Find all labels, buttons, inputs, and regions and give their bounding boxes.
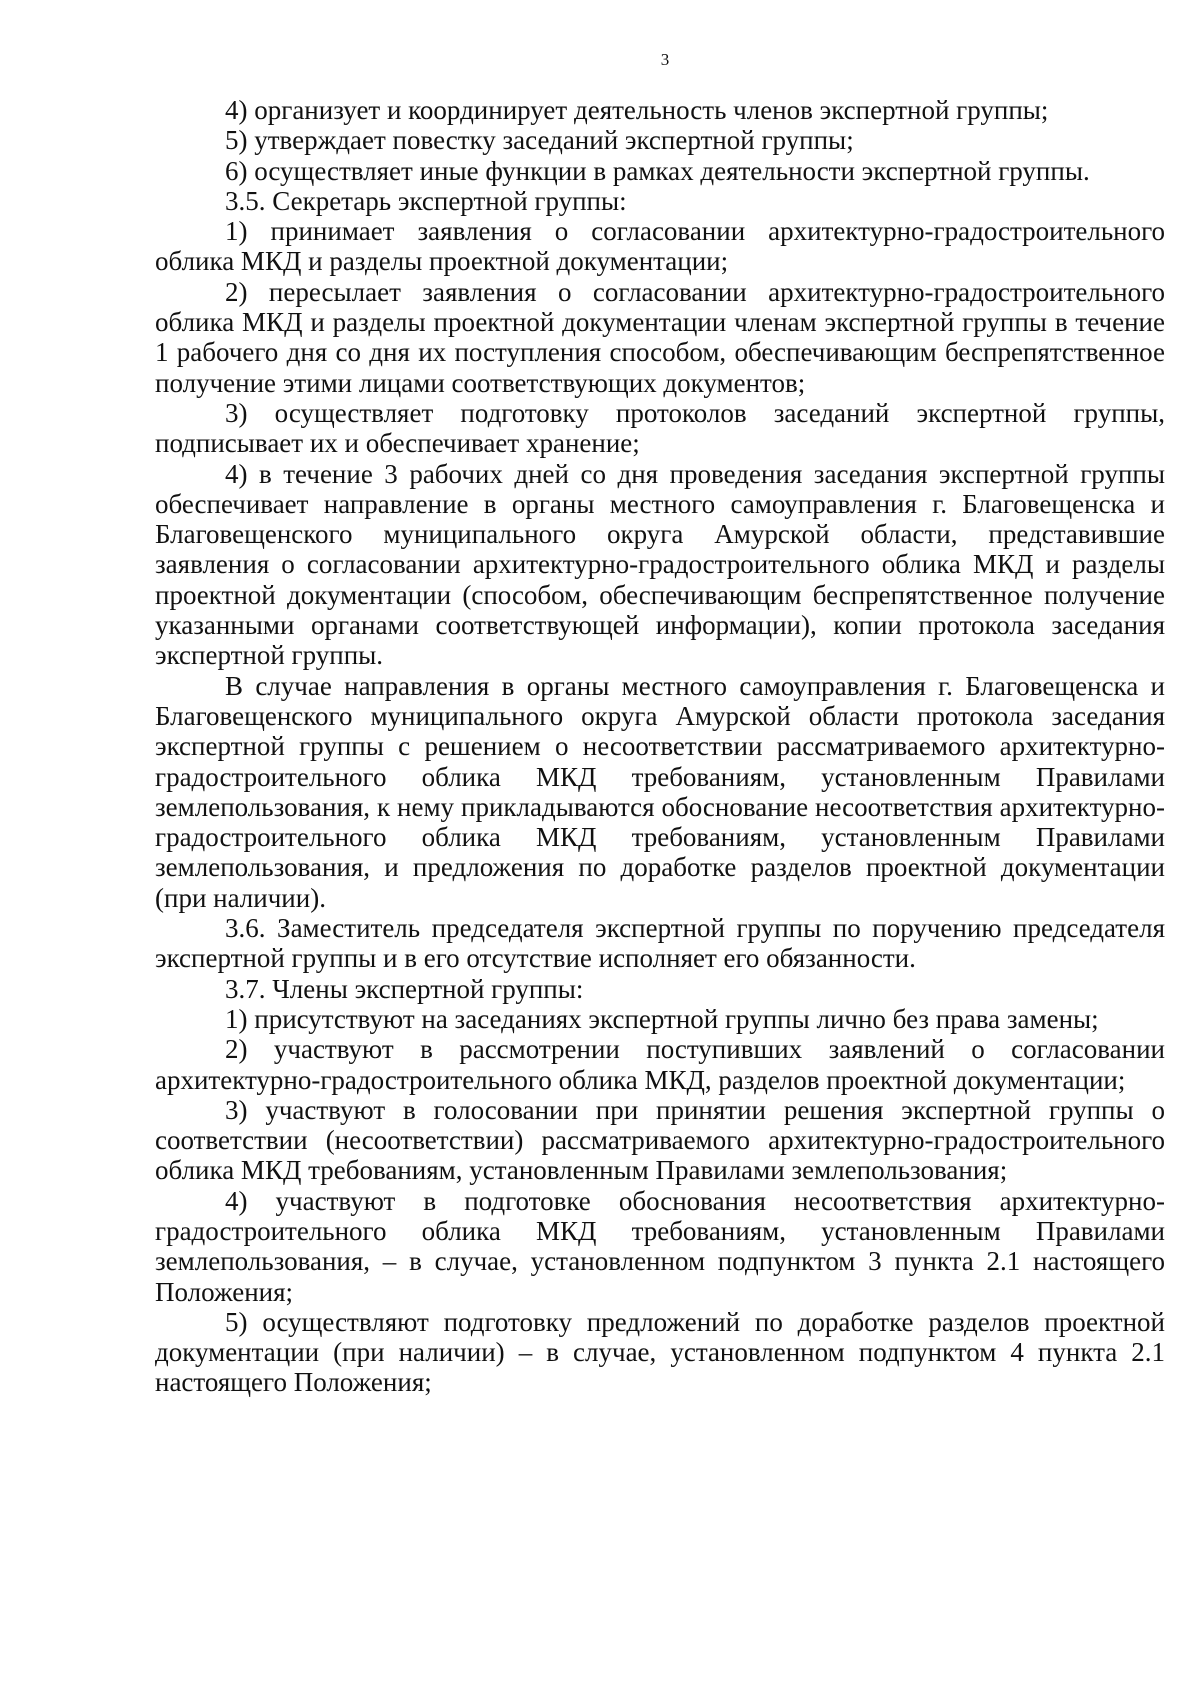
paragraph-3-7-item-4: 4) участвуют в подготовке обоснования несоответствия архитектурно-градостроительного облика МКД требованиям, установленным Правилами землепользования, – в случае, установленном подпунктом 3 пункта 2.1 настоящего Положения; xyxy=(155,1185,1165,1307)
paragraph-3-4-item-5: 5) утверждает повестку заседаний экспертной группы; xyxy=(225,125,854,156)
paragraph-3-7-item-5: 5) осуществляют подготовку предложений по доработке разделов проектной документации (при наличии) – в случае, установленном подпунктом 4 пункта 2.1 настоящего Положения; xyxy=(155,1306,1165,1398)
section-3-5-heading: 3.5. Секретарь экспертной группы: xyxy=(225,185,627,216)
paragraph-3-7-item-3: 3) участвуют в голосовании при принятии решения экспертной группы о соответствии (несоответствии) рассматриваемого архитектурно-градостроительного облика МКД требованиям, установленным Правилами землепользования; xyxy=(155,1094,1165,1186)
paragraph-3-5-note: В случае направления в органы местного самоуправления г. Благовещенска и Благовещенского муниципального округа Амурской области протокола заседания экспертной группы с решением о несоответствии рассматриваемого архитектурно-градостроительного облика МКД требованиям, установленным Правилами землепользования, к нему прикладываются обоснование несоответствия архитектурно-градостроительного облика МКД требованиям, установленным Правилами землепользования, и предложения по доработке разделов проектной документации (при наличии). xyxy=(155,670,1165,913)
section-3-6: 3.6. Заместитель председателя экспертной группы по поручению председателя экспертной группы и в его отсутствие исполняет его обязанности. xyxy=(155,913,1165,974)
paragraph-3-7-item-1: 1) присутствуют на заседаниях экспертной группы лично без права замены; xyxy=(225,1003,1099,1034)
paragraph-3-5-item-3: 3) осуществляет подготовку протоколов заседаний экспертной группы, подписывает их и обеспечивает хранение; xyxy=(155,397,1165,459)
paragraph-3-7-item-2: 2) участвуют в рассмотрении поступивших заявлений о согласовании архитектурно-градостроительного облика МКД, разделов проектной документации; xyxy=(155,1034,1165,1095)
section-3-7-heading: 3.7. Члены экспертной группы: xyxy=(225,973,584,1004)
page-number: 3 xyxy=(660,50,670,69)
paragraph-3-4-item-4: 4) организует и координирует деятельность членов экспертной группы; xyxy=(225,95,1049,125)
paragraph-3-5-item-4: 4) в течение 3 рабочих дней со дня проведения заседания экспертной группы обеспечивает направление в органы местного самоуправления г. Благовещенска и Благовещенского муниципального округа Амурской области, представившие заявления о согласовании архитектурно-градостроительного облика МКД и разделы проектной документации (способом, обеспечивающим беспрепятственное получение указанными органами соответствующей информации), копии протокола заседания экспертной группы. xyxy=(155,458,1165,671)
paragraph-3-5-item-2: 2) пересылает заявления о согласовании архитектурно-градостроительного облика МКД и разделы проектной документации членам экспертной группы в течение 1 рабочего дня со дня их поступления способом, обеспечивающим беспрепятственное получение этими лицами соответствующих документов; xyxy=(155,276,1165,398)
paragraph-3-4-item-6: 6) осуществляет иные функции в рамках деятельности экспертной группы. xyxy=(225,155,1090,186)
paragraph-3-5-item-1: 1) принимает заявления о согласовании архитектурно-градостроительного облика МКД и разделы проектной документации; xyxy=(155,216,1165,277)
document-body xyxy=(155,95,1165,1398)
